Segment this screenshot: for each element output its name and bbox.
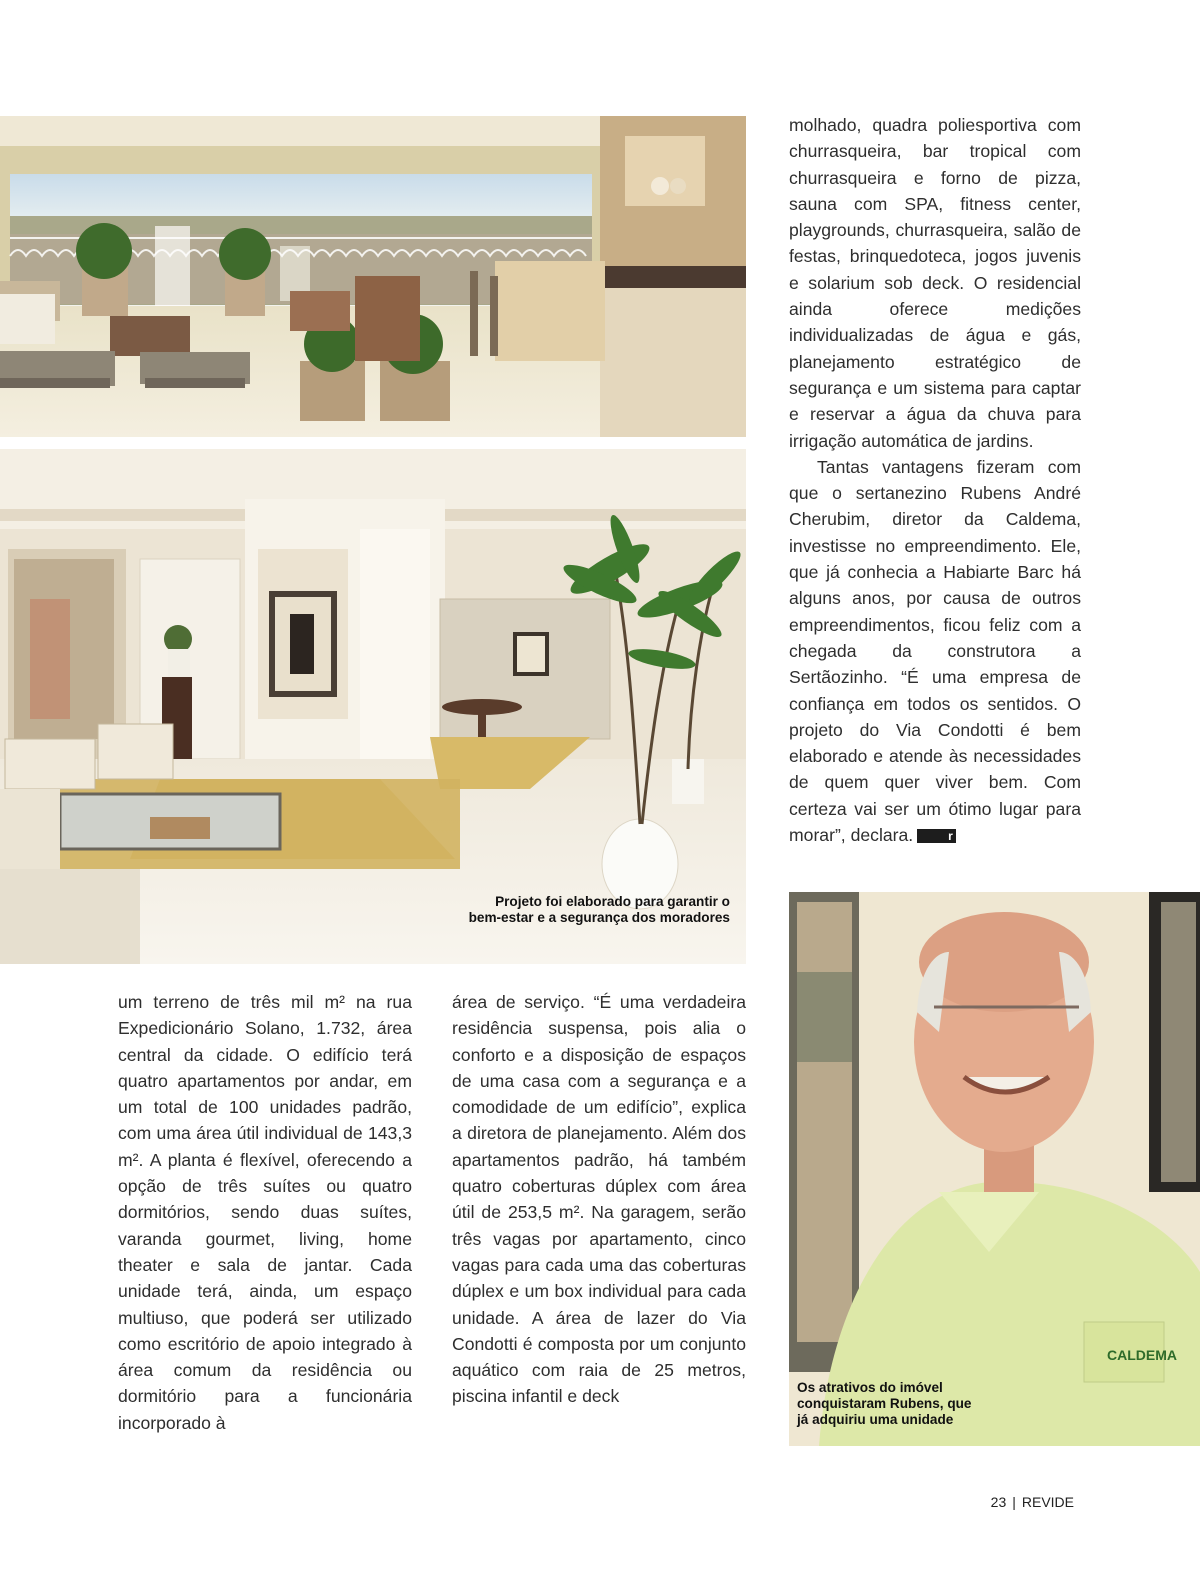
page-number: 23 xyxy=(990,1494,1007,1510)
article-column-right xyxy=(789,112,1081,848)
article-paragraph xyxy=(789,454,1081,848)
portrait-caption-line1: Os atrativos do imóvel xyxy=(797,1380,943,1395)
article-paragraph: molhado, quadra poliesportiva com churrasqueira, bar tropical com churrasqueira e forno de pizza, sauna com SPA, fitness center, playgrounds, churrasqueira, salão de festas, brinquedoteca, jogos juvenis e solarium sob deck. O residencial ainda oferece medições individualizadas de água e gás, planejamento estratégico de segurança e um sistema para captar e reservar a água da chuva para irrigação automática de jardins. xyxy=(789,115,1081,451)
page-footer xyxy=(991,1494,1074,1510)
portrait-caption-line3: já adquiriu uma unidade xyxy=(797,1412,954,1427)
portrait-caption-line2: conquistaram Rubens, que xyxy=(797,1396,972,1411)
article-column-middle xyxy=(452,989,746,1410)
living-room-photo xyxy=(0,449,746,964)
article-paragraph: um terreno de três mil m² na rua Expedicionário Solano, 1.732, área central da cidade. O edifício terá quatro apartamentos por andar, em um total de 100 unidades padrão, com uma área útil individual de 143,3 m². A planta é flexível, oferecendo a opção de três suítes ou quatro dormitórios, sendo duas suítes, varanda gourmet, living, home theater e sala de jantar. Cada unidade terá, ainda, um espaço multiuso, que poderá ser utilizado como escritório de apoio integrado à área comum da residência ou dormitório para a funcionária incorporado à xyxy=(118,992,412,1433)
article-paragraph: área de serviço. “É uma verdadeira residência suspensa, pois alia o conforto e a disposição de espaços de uma casa com a segurança e a comodidade de um edifício”, explica a diretora de planejamento. Além dos apartamentos padrão, há também quatro coberturas dúplex com área útil de 253,5 m². Na garagem, serão três vagas por apartamento, cinco vagas para cada uma das coberturas dúplex e um box individual para cada unidade. A área de lazer do Via Condotti é composta por um conjunto aquático com raia de 25 metros, piscina infantil e deck xyxy=(452,992,746,1407)
footer-separator: | xyxy=(1012,1494,1016,1510)
article-paragraph-text: Tantas vantagens fizeram com que o sertanezino Rubens André Cherubim, diretor da Caldema, investisse no empreendimento. Ele, que já conhecia a Habiarte Barc há alguns anos, por causa de outros empreendimentos, ficou feliz com a chegada da construtora a Sertãozinho. “É uma empresa de confiança em todos os sentidos. O projeto do Via Condotti é bem elaborado e atende às necessidades de quem quer viver bem. Com certeza vai ser um ótimo lugar para morar”, declara. xyxy=(789,456,1081,846)
living-photo-caption-line2: bem-estar e a segurança dos moradores xyxy=(468,910,730,925)
magazine-name: REVIDE xyxy=(1021,1494,1074,1510)
living-photo-caption-line1: Projeto foi elaborado para garantir o xyxy=(495,894,730,909)
article-column-left xyxy=(118,989,412,1436)
portrait-photo xyxy=(789,892,1200,1446)
end-of-article-mark: r xyxy=(917,829,956,843)
balcony-photo xyxy=(0,116,746,437)
caldema-shirt-logo: CALDEMA xyxy=(1107,1347,1177,1363)
